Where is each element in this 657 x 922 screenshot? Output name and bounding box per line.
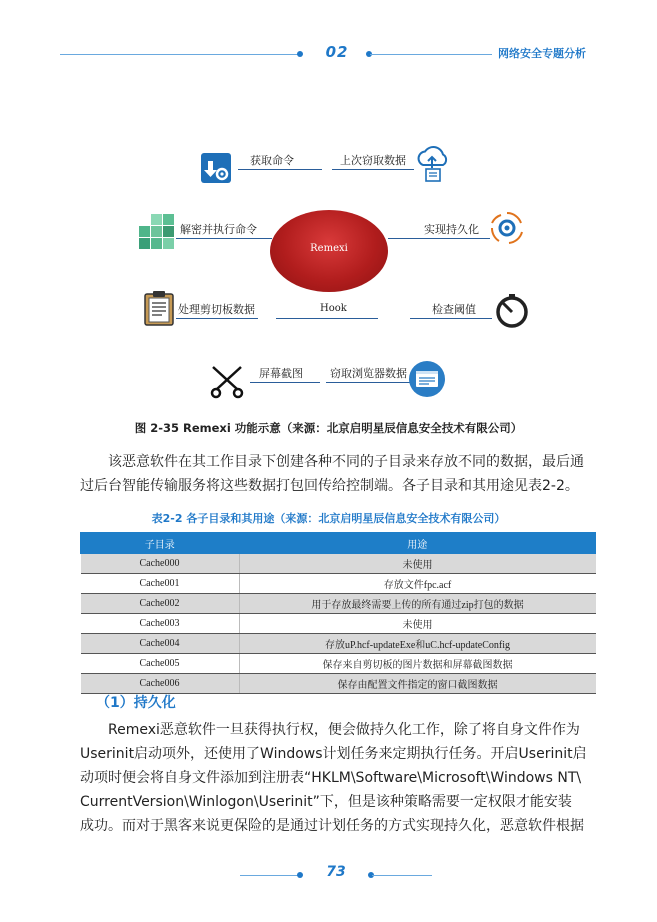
table-row (81, 574, 596, 594)
label-screenshot: 屏幕截图 (259, 367, 303, 380)
body-paragraph (80, 718, 596, 838)
table-row (81, 594, 596, 614)
line-persistence (388, 238, 490, 239)
table-cell-subdir: Cache005 (81, 654, 240, 674)
label-get-command: 获取命令 (250, 154, 294, 167)
label-clipboard: 处理剪切板数据 (178, 303, 255, 316)
stopwatch-icon (494, 293, 530, 329)
intro-paragraph (80, 450, 596, 498)
label-last-steal: 上次窃取数据 (340, 154, 406, 167)
label-decrypt-exec: 解密并执行命令 (180, 223, 257, 236)
table-row (81, 634, 596, 654)
line-get-command (238, 169, 322, 170)
command-gear-icon (200, 152, 232, 184)
table-row (81, 554, 596, 574)
table-cell-purpose: 用于存放最终需要上传的所有通过zip打包的数据 (239, 594, 596, 614)
line-clipboard (176, 318, 258, 319)
line-threshold (410, 318, 492, 319)
intro-line: 该恶意软件在其工作目录下创建各种不同的子目录来存放不同的数据，最后通 (108, 454, 584, 470)
header-dot-left (297, 51, 303, 57)
section-title: （1）持久化 (96, 695, 176, 711)
table-row (81, 674, 596, 694)
chapter-number: 02 (325, 43, 349, 61)
table-cell-purpose: 未使用 (239, 554, 596, 574)
header-rule-left (60, 54, 300, 55)
line-hook (276, 318, 378, 319)
table-cell-purpose: 保存由配置文件指定的窗口截图数据 (239, 674, 596, 694)
table-header-subdir: 子目录 (81, 533, 240, 554)
body-line: Userinit启动项外，还使用了Windows计划任务来定期执行任务。开启Userinit启 (80, 746, 587, 762)
line-browser (326, 382, 410, 383)
body-line: 成功。而对于黑客来说更保险的是通过计划任务的方式实现持久化，恶意软件根据 (80, 818, 584, 834)
header-title: 网络安全专题分析 (498, 47, 586, 60)
body-line: 动项时便会将自身文件添加到注册表“HKLM\Software\Microsoft\Windows NT\ (80, 770, 582, 786)
line-last-steal (332, 169, 414, 170)
cloud-upload-icon (412, 143, 452, 183)
table-cell-purpose: 存放uP.hcf-updateExe和uC.hcf-updateConfig (239, 634, 596, 654)
table-cell-purpose: 保存来自剪切板的图片数据和屏幕截图数据 (239, 654, 596, 674)
label-hook: Hook (320, 303, 347, 314)
table-caption: 表2-2 各子目录和其用途（来源：北京启明星辰信息安全技术有限公司） (151, 512, 506, 525)
line-screenshot (250, 382, 320, 383)
cycle-gear-icon (489, 210, 525, 246)
subdirectory-table (80, 532, 596, 694)
table-row (81, 614, 596, 634)
browser-window-icon (408, 360, 446, 398)
footer-rule-right (372, 875, 432, 876)
remexi-core-label: Remexi (310, 243, 348, 254)
table-row (81, 654, 596, 674)
footer-rule-left (240, 875, 298, 876)
table-cell-subdir: Cache003 (81, 614, 240, 634)
table-cell-subdir: Cache006 (81, 674, 240, 694)
label-persistence: 实现持久化 (424, 223, 479, 236)
scissors-icon (209, 363, 245, 399)
footer-dot-left (297, 872, 303, 878)
body-line: Remexi恶意软件一旦获得执行权，便会做持久化工作，除了将自身文件作为 (108, 722, 580, 738)
table-cell-subdir: Cache002 (81, 594, 240, 614)
intro-line: 过后台智能传输服务将这些数据打包回传给控制端。各子目录和其用途见表2-2。 (80, 478, 579, 494)
header-rule-right (370, 54, 492, 55)
remexi-core-ellipse (270, 210, 388, 292)
figure-caption: 图 2-35 Remexi 功能示意（来源：北京启明星辰信息安全技术有限公司） (134, 421, 523, 435)
table-cell-purpose: 存放文件fpc.acf (239, 574, 596, 594)
table-cell-subdir: Cache000 (81, 554, 240, 574)
table-cell-subdir: Cache001 (81, 574, 240, 594)
table-header-row (81, 533, 596, 554)
label-threshold: 检查阈值 (432, 303, 476, 316)
label-browser: 窃取浏览器数据 (330, 367, 407, 380)
body-line: CurrentVersion\Winlogon\Userinit”下，但是该种策略需要一定权限才能安装 (80, 794, 572, 810)
page-number: 73 (326, 864, 346, 880)
cube-blocks-icon (137, 212, 177, 252)
table-cell-purpose: 未使用 (239, 614, 596, 634)
clipboard-icon (143, 290, 175, 326)
table-cell-subdir: Cache004 (81, 634, 240, 654)
line-decrypt-exec (176, 238, 272, 239)
table-header-purpose: 用途 (239, 533, 596, 554)
